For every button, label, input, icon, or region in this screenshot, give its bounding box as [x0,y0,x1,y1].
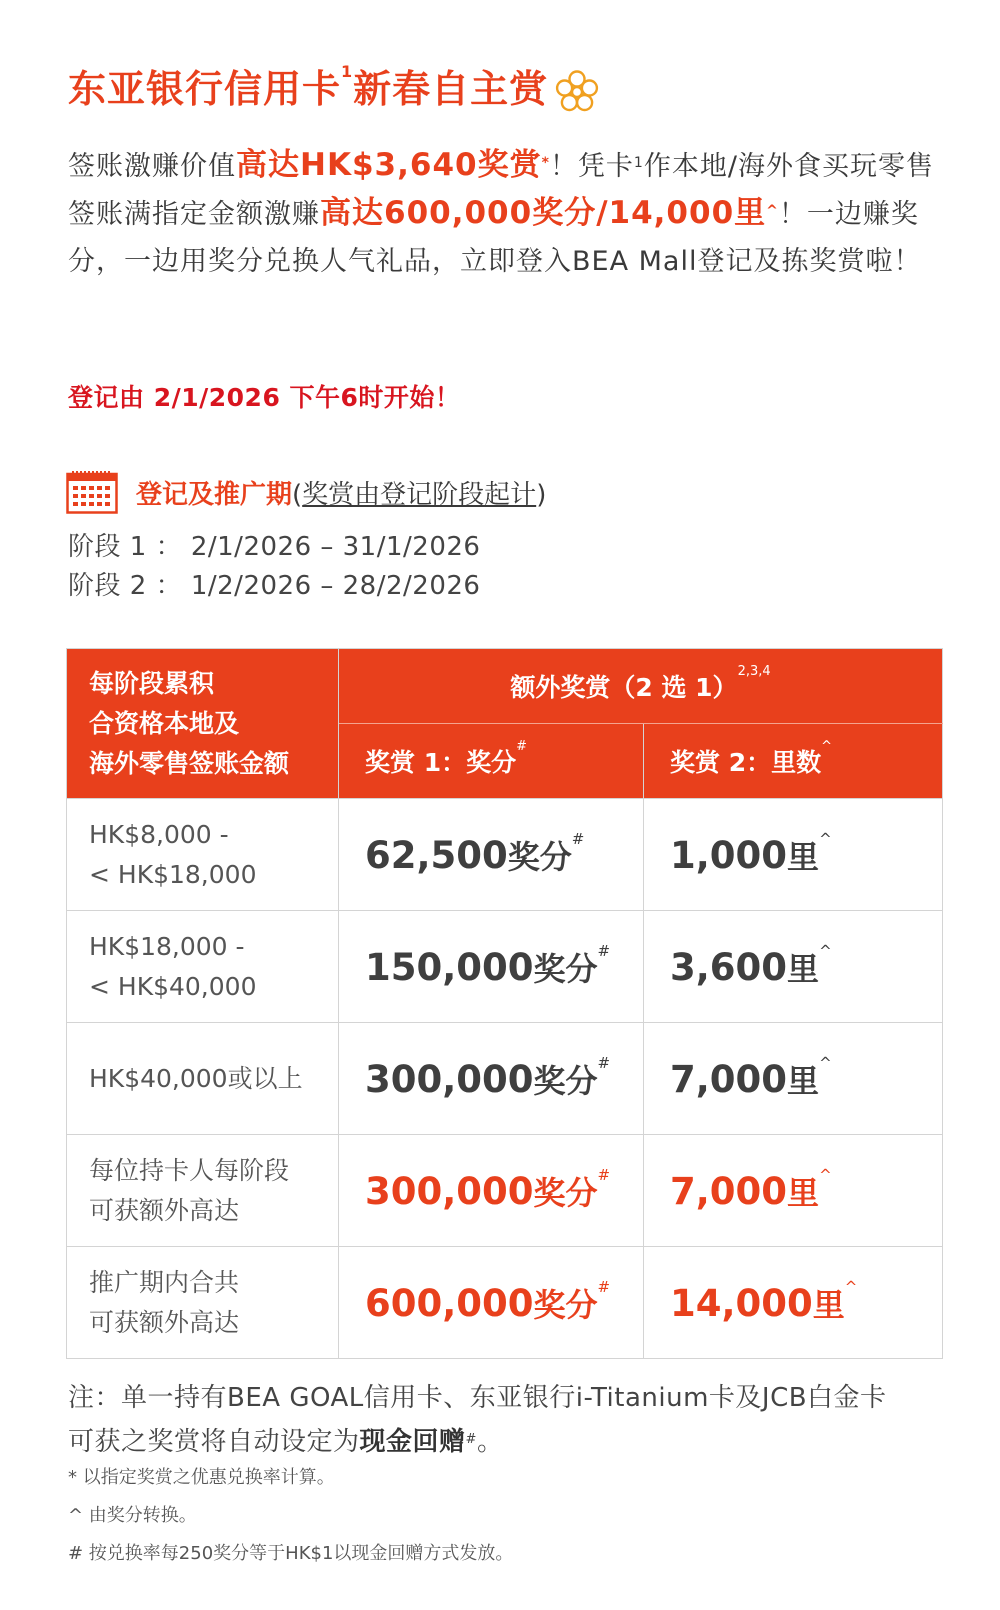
calendar-icon [66,470,118,514]
points-value [339,1247,644,1359]
miles-col-header-text: 奖赏 2：里数 [670,748,822,777]
points-col-header-text: 奖赏 1：奖分 [365,748,517,777]
period-heading [66,470,546,514]
points-unit: 奖分 [533,1061,598,1100]
points-sup: # [597,1053,611,1072]
points-col-header-sup: # [516,739,528,754]
miles-unit: 里 [787,837,820,876]
note-line2: 可获之奖赏将自动设定为 [68,1427,360,1457]
spend-header-line1: 每阶段累积 [89,668,215,698]
miles-col-header [644,724,943,799]
table-row [67,911,943,1023]
points-value [339,911,644,1023]
points-value [339,1135,644,1247]
miles-sup: ^ [819,1165,832,1184]
note-line1: 注：单一持有BEA GOAL信用卡、东亚银行i-Titanium卡及JCB白金卡 [68,1383,887,1413]
intro-paragraph [68,142,948,285]
note-sup: # [465,1432,477,1447]
period-paren-close: ) [536,479,547,510]
tier-label-line2: 可获额外高达 [89,1195,240,1225]
miles-sup: ^ [819,1053,832,1072]
note-end: 。 [476,1427,504,1457]
miles-value [644,1135,943,1247]
points-highlight-sup: ^ [766,203,779,219]
miles-sup: ^ [819,829,832,848]
spend-tier-label [67,1247,339,1359]
period-subtitle [292,474,546,511]
reward-highlight [236,147,550,183]
points-number: 62,500 [365,833,508,877]
points-sup: # [597,941,611,960]
intro-text-4: ！一边赚奖分，一边用奖分兑换人气礼品，立即登入BEA Mall登记及拣奖赏啦！ [68,199,922,277]
period-title: 登记及推广期 [136,479,293,510]
cashback-note [68,1376,948,1464]
tier-label-line2: < HK$40,000 [89,971,257,1001]
reward-highlight-sup: * [541,155,550,171]
points-sup: # [571,829,585,848]
miles-value [644,911,943,1023]
footnote-caret: ^ 由奖分转换。 [68,1505,197,1526]
miles-sup: ^ [819,941,832,960]
period-note-link[interactable]: 奖赏由登记阶段起计 [302,479,537,510]
points-number: 300,000 [365,1169,534,1213]
registration-start: 登记由 2/1/2026 下午6时开始！ [68,383,461,412]
points-number: 600,000 [365,1281,534,1325]
points-highlight-text: 高达600,000奖分/14,000里 [320,195,767,231]
plum-blossom-icon [554,69,600,115]
points-sup: # [597,1277,611,1296]
extra-reward-header [339,649,943,724]
tier-label-line2: < HK$18,000 [89,859,257,889]
spend-tier-label [67,1135,339,1247]
rewards-table [66,648,943,1359]
reward-highlight-text: 高达HK$3,640奖赏 [236,147,542,183]
spend-tier-label [67,799,339,911]
miles-number: 3,600 [670,945,788,989]
miles-number: 1,000 [670,833,788,877]
tier-label-line1: 每位持卡人每阶段 [89,1155,290,1185]
extra-reward-header-text: 额外奖赏（2 选 1） [510,673,738,702]
tier-label-line1: 推广期内合共 [89,1267,240,1297]
points-number: 300,000 [365,1057,534,1101]
points-unit: 奖分 [533,1173,598,1212]
miles-col-header-sup: ^ [821,739,833,754]
note-bold: 现金回赠 [359,1427,466,1457]
tier-label-line1: HK$8,000 - [89,819,229,849]
miles-value [644,799,943,911]
table-row [67,1023,943,1135]
intro-text-1: 签账激赚价值 [68,151,236,182]
footnote-hash: # 按兑换率每250奖分等于HK$1以现金回赠方式发放。 [68,1543,514,1564]
points-sup: # [597,1165,611,1184]
miles-value [644,1247,943,1359]
intro-text-3: 作本地/海外食买玩零售签账满指定金额激赚 [68,151,934,230]
points-highlight [320,195,779,231]
title-text: 东亚银行信用卡 [68,67,342,111]
intro-card-sup: 1 [633,155,644,171]
spend-tier-label [67,911,339,1023]
intro-text-2: ！凭卡 [549,151,634,182]
miles-number: 7,000 [670,1169,788,1213]
spend-header [67,649,339,799]
spend-header-line2: 合资格本地及 [89,708,240,738]
stage-1: 阶段 1 ： 2/1/2026 – 31/1/2026 [68,532,481,562]
points-value [339,799,644,911]
tier-label-line1: HK$18,000 - [89,931,245,961]
footnote-asterisk: * 以指定奖赏之优惠兑换率计算。 [68,1467,335,1488]
tier-label-line2: 可获额外高达 [89,1307,240,1337]
miles-unit: 里 [787,1061,820,1100]
miles-sup: ^ [844,1277,858,1296]
table-row [67,1135,943,1247]
spend-header-line3: 海外零售签账金额 [89,748,290,778]
period-paren-open: ( [292,479,303,510]
points-unit: 奖分 [507,837,572,876]
stage-2: 阶段 2 ： 1/2/2026 – 28/2/2026 [68,571,481,601]
miles-value [644,1023,943,1135]
points-number: 150,000 [365,945,534,989]
tier-label-line1: HK$40,000或以上 [89,1063,303,1093]
page-title [68,58,600,115]
miles-unit: 里 [812,1285,845,1324]
miles-unit: 里 [787,949,820,988]
spend-tier-label [67,1023,339,1135]
title-text2: 新春自主赏 [353,67,549,111]
table-row [67,1247,943,1359]
table-row [67,799,943,911]
miles-unit: 里 [787,1173,820,1212]
points-unit: 奖分 [533,1285,598,1324]
points-unit: 奖分 [533,949,598,988]
extra-reward-header-sup: 2,3,4 [737,664,771,679]
title-sup: 1 [341,62,354,81]
points-value [339,1023,644,1135]
points-col-header [339,724,644,799]
miles-number: 7,000 [670,1057,788,1101]
miles-number: 14,000 [670,1281,813,1325]
